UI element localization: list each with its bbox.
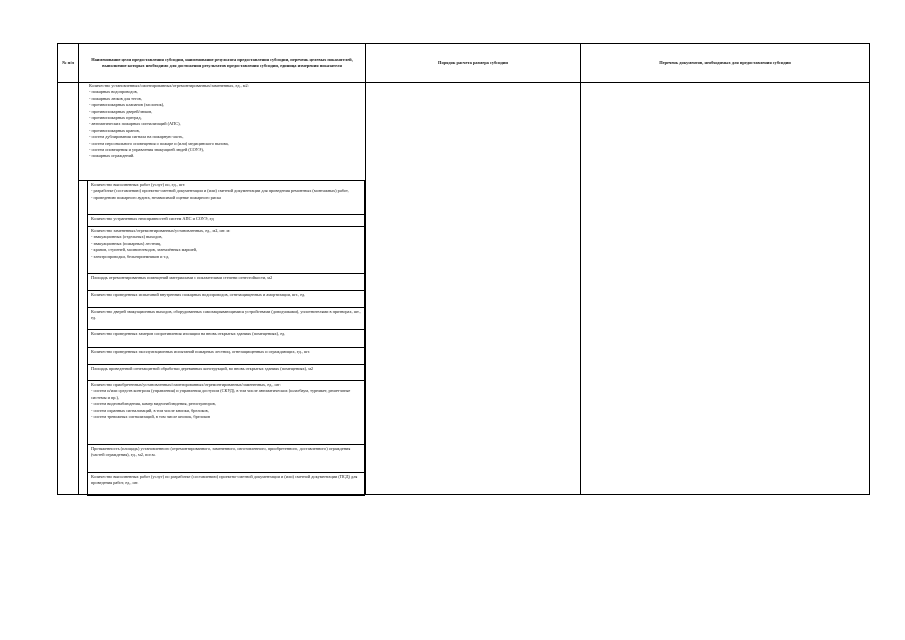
indicator-block xyxy=(87,307,365,330)
indicator-line: Количество приобретенных/установленных/смонтированных/отремонтированных/замененных, ед., шт: xyxy=(91,382,281,387)
docs-cell xyxy=(581,83,870,495)
number-cell xyxy=(58,83,79,495)
indicator-block xyxy=(87,329,365,348)
indicator-line: Протяженность (площадь) установленного (отремонтированного, замененного, изготовленного, приобретенного, доставленного) ограждения (частей ограждения), ед., м2, пог.м. xyxy=(91,446,351,458)
indicator-block xyxy=(87,273,365,291)
indicator-block xyxy=(87,444,365,473)
indicator-line: - систем видеонаблюдения, камер видеонаблюдения, регистраторов, xyxy=(91,401,216,407)
indicator-line: Количество замененных/отремонтированных/установленных, ед., м2, шт. м: xyxy=(91,228,231,233)
indicator-line: Площадь проведенной огнезащитной обработки деревянных конструкций, во вновь открытых зданиях (помещениях), м2 xyxy=(91,366,314,371)
indicator-line: - пожарных ограждений. xyxy=(89,153,135,159)
table-row xyxy=(58,83,870,495)
indicator-line: Количество дверей эвакуационных выходов, оборудованных самозакрывающимися устройствами (доводчиками), уплотнителями в притворах, шт., ед. xyxy=(91,309,361,321)
indicator-block xyxy=(87,226,365,274)
indicator-block xyxy=(87,472,365,496)
name-cell xyxy=(79,83,366,495)
indicator-block xyxy=(87,380,365,445)
indicator-block xyxy=(79,82,365,181)
calc-cell xyxy=(366,83,581,495)
indicator-block xyxy=(87,347,365,365)
indicator-line: - разработке (составлению) проектно-сметной документации и (или) сметной документации для проведения ремонтных (монтажных) работ, xyxy=(91,188,349,194)
indicator-line: - автоматических пожарных сигнализаций (АПС), xyxy=(89,121,181,127)
indicator-line: - противопожарных клапанов (заслонок), xyxy=(89,102,165,108)
indicator-line: - систем охранных сигнализаций, в том числе кнопки, брелоков, xyxy=(91,407,209,413)
indicator-line: Количество проведенных испытаний внутренних пожарных водопроводов, огнезащищенных и амортизации, шт., ед. xyxy=(91,292,306,297)
header-calculation: Порядок расчета размера субсидии xyxy=(366,44,581,83)
indicator-line: - противопожарных преград, xyxy=(89,115,142,121)
table-header-row xyxy=(58,44,870,83)
indicator-line: - эвакуационных (отдельных) выходов, xyxy=(91,234,163,240)
indicator-line: - противопожарных дверей/люков, xyxy=(89,108,153,114)
indicator-line: Количество проведенных эксплуатационных испытаний пожарных лестниц, огнезащищенных и ограждающих, ед., шт. xyxy=(91,349,310,354)
indicator-line: Количество выполненных работ (услуг) по, ед., шт: xyxy=(91,182,186,187)
indicator-block xyxy=(87,180,365,215)
indicator-line: Количество установленных/смонтированных/отремонтированных/замененных, ед., м2: xyxy=(89,83,249,88)
header-number: № п/п xyxy=(58,44,79,83)
indicator-line: - проведению пожарного аудита, независимой оценке пожарного риска xyxy=(91,194,221,200)
indicator-line: Количество выполненных работ (услуг) по разработке (составлению) проектно-сметной документации и (или) сметной документации (ПСД) для проведения работ, ед., шт. xyxy=(91,474,358,486)
subsidy-table xyxy=(57,43,870,495)
indicator-line: Количество устраненных неисправностей систем АПС и СОУЭ, ед xyxy=(91,216,214,221)
indicator-line: - кранов, ступеней, молниеотводов, заземлённых маршей, xyxy=(91,247,198,253)
indicator-line: - противопожарных кранов, xyxy=(89,127,140,133)
indicator-line: - пожарных люков для тегов, xyxy=(89,95,142,101)
indicator-line: - систем тревожных сигнализаций, в том числе кнопок, брелоков xyxy=(91,414,210,420)
indicator-block xyxy=(87,364,365,381)
indicator-line: - систем оповещения и управления эвакуацией людей (СОУЭ), xyxy=(89,147,204,153)
indicator-line: - систем и/или средств контроля (управления) и управления доступом (СКУД), в том числе автоматических (шлагбаум, турникет, решетчатые системы и пр.), xyxy=(91,388,351,400)
indicator-line: - эвакуационных (пожарных) лестниц, xyxy=(91,240,162,246)
header-name: Наименование цели предоставления субсидии, наименование результата предоставления субсидии, перечень целевых показателей, выполнение которых необходимо для достижения результатов предоставления субсидии, единица измерения показателя xyxy=(79,44,366,83)
indicator-line: - электропроводки, бельеприемников и т.д. xyxy=(91,253,170,259)
indicator-line: - систем дублирования сигнала на пожарную часть, xyxy=(89,134,184,140)
indicator-line: - пожарных водопроводов, xyxy=(89,89,138,95)
header-documents: Перечень документов, необходимых для предоставления субсидии xyxy=(581,44,870,83)
indicator-line: - систем персонального оповещения о пожаре и (или) медицинского вызова, xyxy=(89,140,229,146)
indicator-line: Количество проведенных замеров сопротивления изоляции на вновь открытых зданиях (помещениях), ед. xyxy=(91,331,286,336)
indicator-block xyxy=(87,290,365,308)
indicator-line: Площадь отремонтированных помещений материалами с показателями степени огнестойкости, м2 xyxy=(91,275,273,280)
